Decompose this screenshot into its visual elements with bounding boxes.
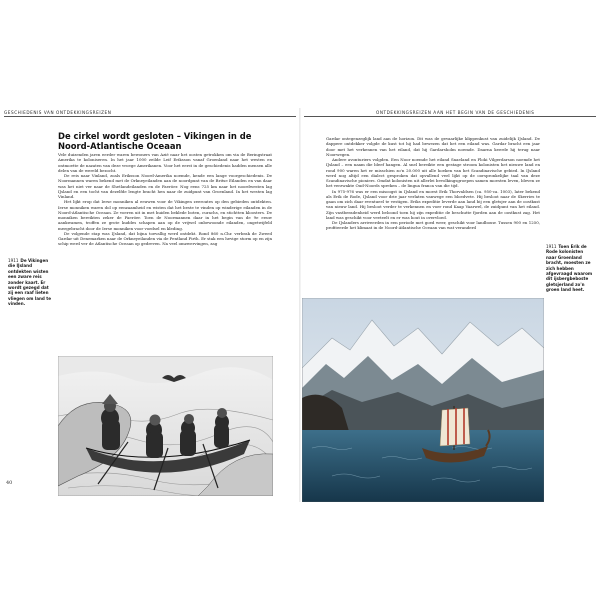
right-body-column — [326, 136, 540, 231]
fjord-viking-ship-painting — [302, 298, 544, 502]
right-header-rule — [304, 116, 596, 117]
left-caption-number: 1911 — [8, 258, 19, 263]
left-paragraph-1: Vele duizenden jaren eerder waren bewoners van Azië naar het oosten getrokken om via de Beringstraat Amerika te koloniseren. In het jaar 1000 zeilde Leif Eriksson vanaf Groenland naar het westen en ontmoette de nazaten van deze vroege Amerikanen. Voor het eerst in de geschiedenis hadden mensen alle delen van de wereld bezocht. — [58, 152, 272, 173]
left-header-rule — [4, 116, 296, 117]
left-paragraph-2: De reis naar Vinland, zoals Eriksson Noord-Amerika noemde, kende een lange voorgeschiedenis. De Noormannen waren bekend met de Orkneyeilanden aan de noordpunt van de Britse Eilanden en van daar was het niet ver naar de Shetlandeilanden en de Faeröer. Nog eens 725 km naar het noordwesten lag IJsland en een tocht van dezelfde lengte bracht hen naar de zuidpunt van Groenland. In het westen lag Vinland. — [58, 173, 272, 199]
right-caption — [546, 244, 594, 293]
right-paragraph-4: De IJslanders arriveerden in een periode met goed weer, geschikt voor landbouw. Tussen 900 en 1250, profiteerde het klimaat in de Noord-Atlantische Oceaan van wat veranderd — [326, 220, 540, 231]
chapter-heading: De cirkel wordt gesloten – Vikingen in de Noord-Atlantische Oceaan — [58, 131, 252, 151]
right-paragraph-3: In 975-976 was er een misoogst in IJsland en moest Erik Thorvaldsen (ca. 950-ca. 1003), later bekend als Erik de Rode, IJsland voor drie jaar verlaten vanwege een bloedvete. Hij besloot naar de Skerries te gaan om zich daar eventueel te vestigen. Eriks expeditie leverde aan land bij een gletsjer aan de oostkust van nieuw land. Hij besloot verder te verkennen en voer rond Kaap Vaarwel, de zuidpunt van het eiland. Zijn vastberadenheid werd beloond toen hij zijn expeditie de beschutte fjorden aan de oostkust zag. Het land was geschikt voor veeteelt en er was hout in overvloed. — [326, 188, 540, 220]
book-gutter — [299, 108, 301, 502]
right-caption-number: 1911 — [546, 244, 557, 249]
left-paragraph-4: De volgende stap was IJsland, dat bijna toevallig werd ontdekt. Rond 860 n.Chr. verbrak de Zweed Gardar uit Denemarken naar de Orkneyeilanden via de Pentland Firth. Er stak een hevige storm op en zijn schip werd ver de Atlantische Oceaan op gedreven. Na veel omzwervingen, zag — [58, 230, 272, 247]
left-running-head: GESCHIEDENIS VAN ONTDEKKINGSREIZEN — [4, 110, 112, 115]
right-paragraph-1: Gardar ontegenzeglijk land aan de horizon. Dit was de gevaarlijke klippenkust van zuidelijk IJsland. De dappere ontdekker volgde de kust tot hij had bewezen dat het een eiland was. Gardar bracht een jaar door met het verkennen van het eiland, dat hij Gardarsholm noemde. Daarna keerde hij terug naar Noorwegen. — [326, 136, 540, 157]
right-caption-text: Toen Erik de Rode kolonisten naar Groenland bracht, moesten ze zich hebben afgevraagd waarom dit ijsbergbeboste gletsjerland zo'n groen land heet. — [546, 244, 593, 293]
right-running-head: ONTDEKKINGSREIZEN AAN HET BEGIN VAN DE GESCHIEDENIS — [376, 110, 535, 115]
right-paragraph-2: Andere avonturiers volgden. Een Noor noemde het eiland Snaeland en Floki Vilgerdarson noemde het IJsland – een naam die bleef hangen. Al snel bereikte een gestage stroom kolonisten het nieuwe land en rond 900 waren het er misschien zo'n 20.000 uit alle hoeken van het Scandinavische gebied. In IJsland werd nog altijd een dialect gesproken dat opvallend veel lijkt op de oorspronkelijke taal van deze Scandinavische pioniers. Omdat kolonisten uit allerlei bevolkingsgroepen samen moesten leven, bleven ze het verzwakte Oud-Noords spreken – de lingua franca van die tijd. — [326, 157, 540, 189]
left-body-column — [58, 152, 272, 247]
left-caption — [8, 258, 54, 307]
vikings-boat-engraving — [58, 356, 273, 496]
left-paragraph-3: Het lijkt erop dat Ierse monniken al eeuwen voor de Vikingen zeeroutes op den gebieden ontdekten. Ierse monniken waren dol op eenzaamheid en wisten dat het beste te vinden op winderige eilanden in de Noord-Atlantische Oceaan. Ze voeren uit in met huiden beklede boten, curachs, en stichtten kloosters. De monniken bereikten zeker de Faeröer. Toen de Noormannen daar in het begin van de 9e eeuw aankwamen, troffen ze grote kuddes schapen aan op de vrijwel onbewoonde eilanden, ongetwijfeld meegebracht door de Ierse monniken voor voedsel en kleding. — [58, 199, 272, 231]
page-number: 40 — [6, 480, 13, 486]
left-caption-text: De Vikingen die IJsland ontdekten wisten een zware reis zonder kaart. Er wordt gezegd dat zij een raaf lieten vliegen om land te vinden. — [8, 258, 51, 307]
